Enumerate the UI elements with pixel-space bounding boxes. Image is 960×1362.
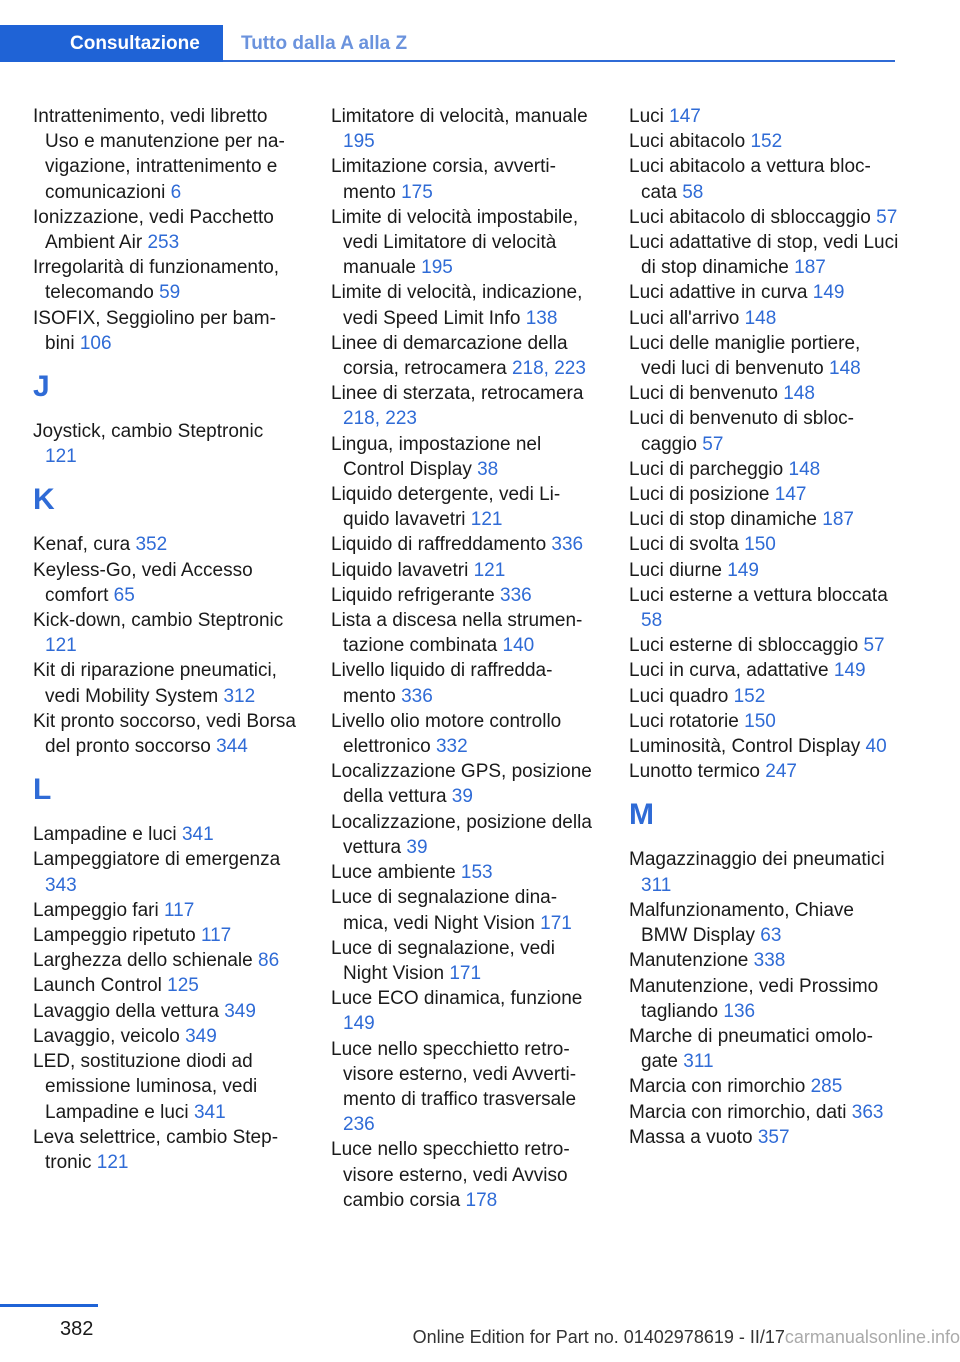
index-entry — [629, 507, 899, 532]
index-entry — [33, 255, 298, 305]
entry-term: Lampeggio ripetuto — [33, 925, 201, 947]
index-entry — [33, 923, 298, 948]
index-entry — [331, 986, 596, 1036]
entry-term: Luci di benvenuto di sbloccaggio — [629, 408, 854, 455]
index-entry — [629, 482, 899, 507]
page-link[interactable]: 218, 223 — [343, 408, 417, 430]
entry-term: Launch Control — [33, 975, 168, 997]
index-entry — [33, 306, 298, 356]
entry-term: Luci abitacolo di sbloccaggio — [629, 206, 877, 228]
index-entry — [331, 658, 596, 708]
index-entry — [33, 709, 298, 759]
page-link[interactable]: 58 — [682, 181, 704, 203]
entry-term: Manutenzione, vedi Prossimo tagliando — [629, 975, 879, 1022]
page-link[interactable]: 338 — [753, 950, 786, 972]
index-entry — [331, 810, 596, 860]
index-entry — [629, 759, 899, 784]
index-entry — [33, 658, 298, 708]
index-entry — [629, 457, 899, 482]
index-entry — [629, 1100, 899, 1125]
edition-note — [413, 1327, 960, 1348]
index-entry — [331, 280, 596, 330]
page-link[interactable]: 65 — [113, 584, 135, 606]
entry-term: Luminosità, Control Display — [629, 736, 866, 758]
entry-term: Lavaggio della vettura — [33, 1000, 225, 1022]
index-entry — [331, 532, 596, 557]
entry-term: Luci adattative di stop, vedi Luci di stop dinamiche — [629, 232, 899, 279]
entry-term: Livello olio motore controllo elettronico — [331, 710, 562, 758]
page-link[interactable]: 341 — [193, 1101, 226, 1123]
index-entry — [629, 684, 899, 709]
index-entry — [629, 658, 899, 683]
index-column-3 — [629, 104, 899, 1150]
index-entry — [33, 205, 298, 255]
entry-term: Luci delle maniglie portiere, vedi luci di benvenuto — [629, 332, 861, 380]
index-entry — [629, 1074, 899, 1099]
entry-term: Lampeggiatore di emergenza — [33, 849, 281, 871]
entry-term: Luci in curva, adattative — [629, 660, 834, 682]
page-link[interactable]: 285 — [810, 1076, 843, 1098]
index-entry — [331, 558, 596, 583]
page-link[interactable]: 121 — [45, 635, 77, 657]
index-entry — [33, 847, 298, 897]
entry-term: LED, sostituzione diodi ad emissione luminosa, vedi Lampadine e luci — [33, 1051, 258, 1123]
entry-term: Magazzinaggio dei pneumatici — [629, 849, 885, 871]
tab-consultazione[interactable]: Consultazione — [0, 25, 223, 62]
index-entry — [33, 104, 298, 205]
index-entry — [331, 759, 596, 809]
page-link[interactable]: 40 — [865, 736, 887, 758]
index-column-1 — [33, 104, 298, 1175]
page-link[interactable]: 363 — [851, 1101, 884, 1123]
page-link[interactable]: 106 — [79, 332, 112, 354]
page-link[interactable]: 148 — [829, 358, 861, 380]
index-entry — [629, 205, 899, 230]
page-link[interactable]: 125 — [167, 975, 199, 997]
entry-term: Luci di svolta — [629, 534, 745, 556]
page-link[interactable]: 63 — [760, 925, 782, 947]
page-link[interactable]: 121 — [473, 559, 506, 581]
entry-term: Intrattenimento, vedi libretto Uso e manutenzione per navigazione, intrattenimento e comunicazioni — [33, 106, 285, 203]
entry-term: Marche di pneumatici omologate — [629, 1025, 873, 1073]
page-link[interactable]: 336 — [401, 685, 433, 707]
index-entry — [629, 406, 899, 456]
page-link[interactable]: 178 — [465, 1189, 498, 1211]
page-link[interactable]: 149 — [343, 1013, 375, 1035]
page-link[interactable]: 138 — [525, 307, 558, 329]
page-number: 382 — [60, 1318, 94, 1340]
page-link[interactable]: 58 — [641, 610, 663, 632]
index-entry — [629, 129, 899, 154]
page-link[interactable]: 121 — [96, 1151, 129, 1173]
entry-term: Linee di sterzata, retrocamera — [331, 383, 584, 405]
entry-term: Luci rotatorie — [629, 710, 745, 732]
entry-term: Luci di posizione — [629, 484, 775, 506]
footer-rule — [0, 1304, 98, 1307]
index-entry — [331, 860, 596, 885]
entry-term: Kit pronto soccorso, vedi Borsa del pronto soccorso — [33, 710, 296, 758]
page-link[interactable]: 349 — [224, 1000, 256, 1022]
index-entry — [629, 104, 899, 129]
page-link[interactable]: 147 — [669, 106, 701, 127]
page-link[interactable]: 187 — [794, 257, 826, 279]
entry-term: Irregolarità di funzionamento, telecomando — [33, 257, 280, 304]
page-link[interactable]: 57 — [876, 206, 898, 228]
index-entry — [629, 230, 899, 280]
index-entry — [33, 419, 298, 469]
index-entry — [331, 104, 596, 154]
index-entry — [629, 583, 899, 633]
page-link[interactable]: 147 — [774, 484, 807, 506]
entry-term: Limite di velocità, indicazione, vedi Speed Limit Info — [331, 282, 583, 329]
index-entry — [33, 822, 298, 847]
index-entry — [629, 306, 899, 331]
index-entry — [629, 709, 899, 734]
entry-term: Luci abitacolo a vettura bloccata — [629, 156, 871, 203]
index-entry — [331, 482, 596, 532]
page-link[interactable]: 6 — [170, 181, 182, 203]
index-entry — [33, 1125, 298, 1175]
entry-term: Marcia con rimorchio — [629, 1076, 811, 1098]
entry-term: Ionizzazione, vedi Pacchetto Ambient Air — [33, 206, 274, 254]
page-link[interactable]: 311 — [683, 1051, 714, 1073]
page-link[interactable]: 175 — [401, 181, 433, 203]
entry-term: Luce nello specchietto retrovisore esterno, vedi Avviso cambio corsia — [331, 1139, 570, 1211]
page-link[interactable]: 150 — [744, 710, 776, 732]
entry-term: Limite di velocità impostabile, vedi Limitatore di velocità manuale — [331, 206, 579, 279]
entry-term: Luci diurne — [629, 559, 728, 581]
entry-term: Luci esterne a vettura bloccata — [629, 584, 888, 606]
entry-term: Kick-down, cambio Steptronic — [33, 610, 284, 632]
index-entry — [33, 608, 298, 658]
entry-term: Kenaf, cura — [33, 534, 136, 556]
page-link[interactable]: 149 — [812, 282, 845, 304]
section-letter: J — [33, 370, 50, 404]
index-entry — [33, 1024, 298, 1049]
page-link[interactable]: 344 — [216, 736, 248, 758]
page-link[interactable]: 149 — [833, 660, 866, 682]
entry-term: Liquido detergente, vedi Liquido lavavetri — [331, 484, 561, 531]
watermark-text: carmanualsonline.info — [784, 1327, 960, 1347]
index-entry — [331, 381, 596, 431]
page-link[interactable]: 152 — [750, 131, 783, 153]
entry-term: Lavaggio, veicolo — [33, 1025, 186, 1047]
page-link[interactable]: 121 — [470, 509, 503, 531]
page-link[interactable]: 343 — [45, 874, 77, 896]
entry-term: Linee di demarcazione della corsia, retrocamera — [331, 332, 568, 380]
page-link[interactable]: 39 — [451, 786, 473, 808]
index-entry — [629, 974, 899, 1024]
index-entry — [33, 999, 298, 1024]
index-entry — [629, 734, 899, 759]
entry-term: Manutenzione — [629, 950, 754, 972]
entry-term: Luce ECO dinamica, funzione — [331, 988, 583, 1010]
entry-term: Luci quadro — [629, 685, 734, 707]
entry-term: Luce di segnalazione, vedi Night Vision — [331, 937, 555, 984]
index-entry — [629, 381, 899, 406]
page-link[interactable]: 59 — [159, 282, 181, 304]
entry-term: Luci di stop dinamiche — [629, 509, 823, 531]
index-entry — [629, 280, 899, 305]
index-entry — [331, 583, 596, 608]
page-link[interactable]: 121 — [45, 446, 77, 468]
index-entry — [629, 633, 899, 658]
entry-term: Larghezza dello schienale — [33, 950, 258, 972]
entry-term: Lunotto termico — [629, 761, 766, 783]
entry-term: Massa a vuoto — [629, 1126, 758, 1148]
index-entry — [331, 205, 596, 281]
section-letter: K — [33, 483, 55, 517]
index-entry — [33, 948, 298, 973]
page-link[interactable]: 336 — [551, 534, 584, 556]
entry-term: Leva selettrice, cambio Steptronic — [33, 1126, 279, 1173]
page-link[interactable]: 148 — [744, 307, 777, 329]
page-link[interactable]: 153 — [460, 862, 493, 884]
entry-term: Lista a discesa nella strumentazione combinata — [331, 610, 583, 657]
entry-term: Liquido di raffreddamento — [331, 534, 552, 556]
page-link[interactable]: 332 — [435, 736, 468, 758]
index-entry — [629, 847, 899, 897]
index-entry — [33, 1049, 298, 1125]
entry-term: Lampadine e luci — [33, 824, 182, 846]
page-link[interactable]: 171 — [540, 912, 572, 934]
page-link[interactable]: 312 — [223, 685, 256, 707]
page-link[interactable]: 195 — [421, 257, 453, 279]
page-link[interactable]: 117 — [200, 925, 232, 947]
index-entry — [33, 973, 298, 998]
entry-term: ISOFIX, Seggiolino per bambini — [33, 307, 276, 354]
entry-term: Localizzazione, posizione della vettura — [331, 811, 592, 858]
section-letter: M — [629, 798, 654, 832]
entry-term: Liquido refrigerante — [331, 584, 500, 606]
index-entry — [629, 558, 899, 583]
page-link[interactable]: 148 — [783, 383, 815, 405]
entry-term: Limitatore di velocità, manuale — [331, 106, 588, 127]
index-entry — [331, 154, 596, 204]
page-link[interactable]: 171 — [449, 962, 482, 984]
page-link[interactable]: 117 — [163, 899, 195, 921]
tab-tutto-dalla-a-alla-z[interactable]: Tutto dalla A alla Z — [241, 33, 408, 54]
entry-term: Luci all'arrivo — [629, 307, 745, 329]
page-link[interactable]: 140 — [502, 635, 535, 657]
index-entry — [33, 558, 298, 608]
entry-term: Lampeggio fari — [33, 899, 164, 921]
entry-term: Kit di riparazione pneumatici, vedi Mobility System — [33, 660, 277, 707]
page-link[interactable]: 86 — [258, 950, 280, 972]
page-link[interactable]: 336 — [500, 584, 532, 606]
page-link[interactable]: 218, 223 — [511, 358, 586, 380]
page-link[interactable]: 136 — [723, 1000, 756, 1022]
index-column-2 — [331, 104, 596, 1213]
index-entry — [629, 331, 899, 381]
page-link[interactable]: 57 — [863, 635, 885, 657]
entry-term: Malfunzionamento, Chiave BMW Display — [629, 899, 854, 947]
page-link[interactable]: 149 — [727, 559, 759, 581]
page-link[interactable]: 38 — [477, 458, 499, 480]
page-link[interactable]: 236 — [343, 1114, 375, 1136]
entry-term: Marcia con rimorchio, dati — [629, 1101, 852, 1123]
page-link[interactable]: 341 — [181, 824, 214, 846]
entry-term: Luci di parcheggio — [629, 458, 789, 480]
entry-term: Luci adattive in curva — [629, 282, 813, 304]
page-link[interactable]: 152 — [733, 685, 766, 707]
index-entry — [331, 608, 596, 658]
page-link[interactable]: 195 — [343, 131, 375, 153]
page-link[interactable]: 253 — [147, 232, 180, 254]
index-entry — [331, 1037, 596, 1138]
index-entry — [629, 532, 899, 557]
entry-term: Livello liquido di raffreddamento — [331, 660, 553, 707]
page-link[interactable]: 150 — [744, 534, 776, 556]
page-link[interactable]: 148 — [788, 458, 821, 480]
index-entry — [33, 898, 298, 923]
page-link[interactable]: 187 — [822, 509, 854, 531]
index-entry — [331, 432, 596, 482]
page-link[interactable]: 57 — [702, 433, 724, 455]
entry-term: Luce ambiente — [331, 862, 461, 884]
edition-text: Online Edition for Part no. 01402978619 - II/17 — [412, 1327, 785, 1347]
entry-term: Liquido lavavetri — [331, 559, 474, 581]
index-entry — [629, 898, 899, 948]
index-entry — [331, 1137, 596, 1213]
entry-term: Luce di segnalazione dinamica, vedi Night Vision — [331, 887, 558, 934]
section-letter: L — [33, 773, 52, 807]
page-link[interactable]: 352 — [135, 534, 168, 556]
index-entry — [629, 1125, 899, 1150]
page-link[interactable]: 349 — [185, 1025, 217, 1047]
index-entry — [331, 331, 596, 381]
index-entry — [33, 532, 298, 557]
entry-term: Luci abitacolo — [629, 131, 751, 153]
entry-term: Lingua, impostazione nel Control Display — [331, 433, 542, 480]
entry-term: Luci esterne di sbloccaggio — [629, 635, 864, 657]
entry-term: Limitazione corsia, avvertimento — [331, 156, 556, 203]
entry-term: Joystick, cambio Steptronic — [33, 421, 264, 443]
page-header — [0, 25, 895, 62]
entry-term: Luci — [629, 106, 670, 127]
index-entry — [331, 936, 596, 986]
page-link[interactable]: 311 — [641, 874, 672, 896]
entry-term: Localizzazione GPS, posizione della vettura — [331, 761, 592, 808]
page-link[interactable]: 39 — [406, 836, 428, 858]
entry-term: Keyless-Go, vedi Accesso comfort — [33, 559, 253, 606]
index-entry — [331, 709, 596, 759]
page-link[interactable]: 247 — [765, 761, 797, 783]
index-entry — [629, 948, 899, 973]
index-entry — [629, 154, 899, 204]
index-entry — [331, 885, 596, 935]
entry-term: Luce nello specchietto retrovisore esterno, vedi Avvertimento di traffico trasversale — [331, 1038, 577, 1110]
page-link[interactable]: 357 — [757, 1126, 790, 1148]
index-entry — [629, 1024, 899, 1074]
entry-term: Luci di benvenuto — [629, 383, 784, 405]
